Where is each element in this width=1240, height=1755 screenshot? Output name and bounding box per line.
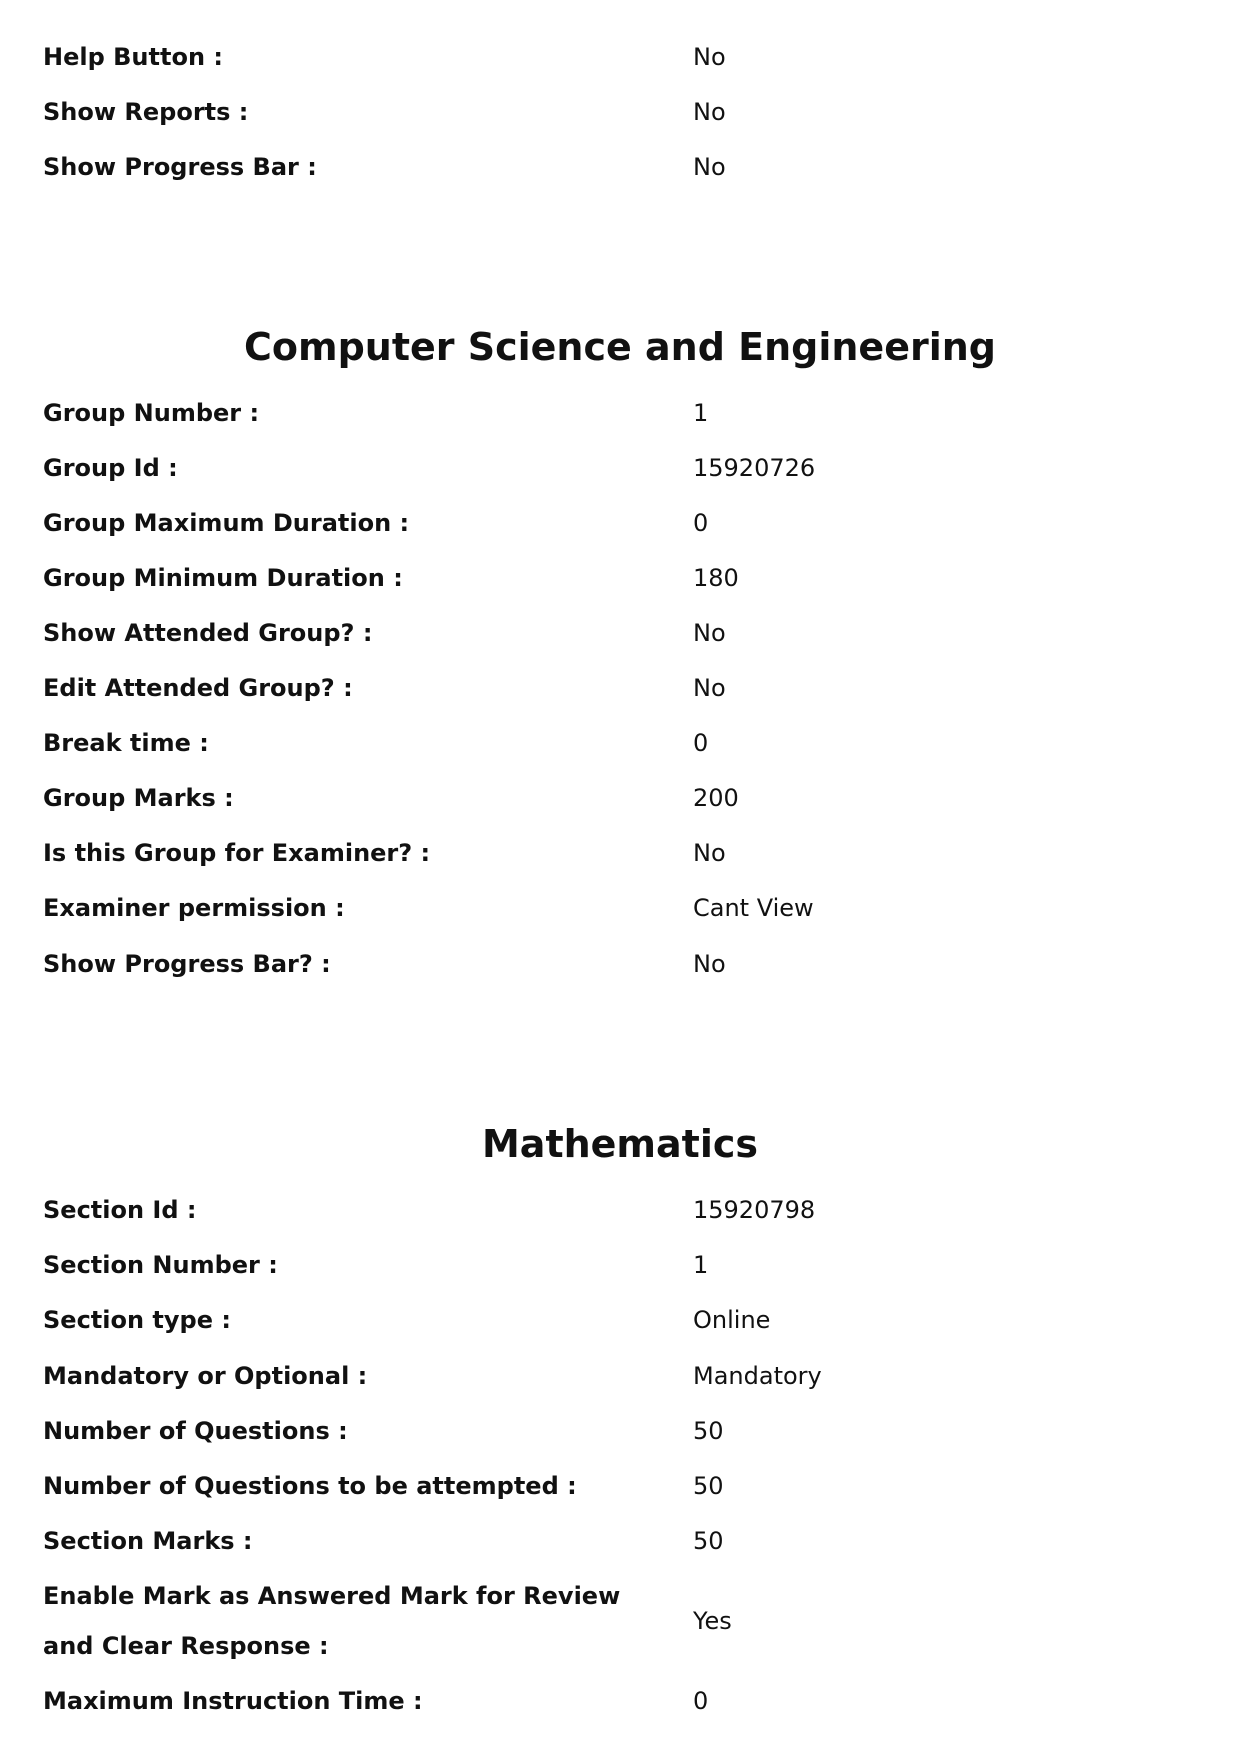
row-label: Show Progress Bar : — [43, 153, 317, 181]
row-label: Group Number : — [43, 399, 260, 427]
row-value: 1 — [693, 1251, 709, 1279]
row-label: Show Progress Bar? : — [43, 950, 331, 978]
row-value: 15920726 — [693, 454, 816, 482]
row-value: 200 — [693, 784, 739, 812]
info-row-edit-attended-group — [43, 663, 1193, 713]
info-row-group-max-duration — [43, 498, 1193, 548]
row-label: Group Id : — [43, 454, 178, 482]
row-value: No — [693, 619, 726, 647]
row-label: Group Maximum Duration : — [43, 509, 410, 537]
info-row-enable-mark-review — [43, 1571, 1193, 1671]
row-value: No — [693, 674, 726, 702]
row-label: Break time : — [43, 729, 209, 757]
row-label: Show Attended Group? : — [43, 619, 373, 647]
info-row-questions-to-attempt — [43, 1461, 1193, 1511]
info-row-section-type — [43, 1295, 1193, 1345]
row-label: Section type : — [43, 1306, 231, 1334]
row-label: Show Reports : — [43, 98, 249, 126]
info-row-show-progress-bar — [43, 142, 1193, 192]
row-label: Number of Questions : — [43, 1417, 348, 1445]
row-label: Maximum Instruction Time : — [43, 1687, 423, 1715]
info-row-section-number — [43, 1240, 1193, 1290]
row-label: Group Marks : — [43, 784, 234, 812]
info-row-break-time — [43, 718, 1193, 768]
row-label: Edit Attended Group? : — [43, 674, 353, 702]
row-value: No — [693, 43, 726, 71]
row-label: Section Id : — [43, 1196, 197, 1224]
info-row-mandatory-optional — [43, 1351, 1193, 1401]
info-row-group-number — [43, 388, 1193, 438]
row-value: 180 — [693, 564, 739, 592]
row-value: 50 — [693, 1472, 724, 1500]
row-value: 0 — [693, 729, 709, 757]
info-row-group-id — [43, 443, 1193, 493]
row-label: Number of Questions to be attempted : — [43, 1472, 577, 1500]
row-value: No — [693, 98, 726, 126]
row-value: 0 — [693, 1687, 709, 1715]
info-row-group-marks — [43, 773, 1193, 823]
row-value: 0 — [693, 509, 709, 537]
row-label: Mandatory or Optional : — [43, 1362, 368, 1390]
section-title: Mathematics — [481, 1122, 759, 1166]
info-row-group-min-duration — [43, 553, 1193, 603]
info-row-group-for-examiner — [43, 828, 1193, 878]
row-value: No — [693, 950, 726, 978]
row-value: 50 — [693, 1527, 724, 1555]
row-label: Examiner permission : — [43, 894, 345, 922]
row-value: Yes — [693, 1607, 732, 1635]
group-title: Computer Science and Engineering — [243, 325, 996, 369]
info-row-number-of-questions — [43, 1406, 1193, 1456]
info-row-section-id — [43, 1185, 1193, 1235]
row-value: Cant View — [693, 894, 814, 922]
row-value: Online — [693, 1306, 771, 1334]
row-value: 15920798 — [693, 1196, 816, 1224]
info-row-show-progress-bar-group — [43, 939, 1193, 989]
row-label: Is this Group for Examiner? : — [43, 839, 431, 867]
row-label: Help Button : — [43, 43, 223, 71]
row-value: 1 — [693, 399, 709, 427]
info-row-examiner-permission — [43, 883, 1193, 933]
info-row-section-marks — [43, 1516, 1193, 1566]
row-label: Section Number : — [43, 1251, 278, 1279]
row-value: No — [693, 153, 726, 181]
row-label: Enable Mark as Answered Mark for Review and Clear Response : — [43, 1582, 621, 1660]
info-row-show-attended-group — [43, 608, 1193, 658]
row-label: Group Minimum Duration : — [43, 564, 403, 592]
row-value: Mandatory — [693, 1362, 822, 1390]
row-value: 50 — [693, 1417, 724, 1445]
info-row-max-instruction-time — [43, 1676, 1193, 1726]
row-label: Section Marks : — [43, 1527, 253, 1555]
row-value: No — [693, 839, 726, 867]
info-row-help-button — [43, 32, 1193, 82]
info-row-show-reports — [43, 87, 1193, 137]
